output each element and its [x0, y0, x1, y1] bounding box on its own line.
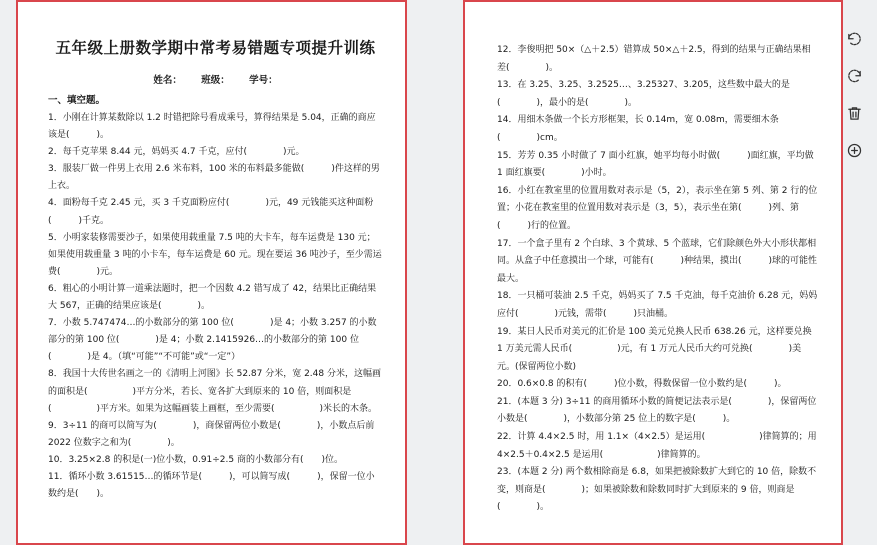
question-19: 19．某日人民币对美元的汇价是 100 美元兑换人民币 638.26 元，这样要兑换 1 万美元需人民币( )元，有 1 万元人民币大约可兑换( )美元。(保留两位小数): [497, 326, 812, 372]
rotate-right-button[interactable]: [843, 65, 866, 88]
class-label: 班级：: [201, 75, 230, 86]
student-info-line: [48, 72, 383, 86]
question-12: 12．李俊明把 50×（△＋2.5）错算成 50×△＋2.5，得到的结果与正确结果相差( )。: [497, 45, 811, 73]
question-20: 20．0.6×0.8 的积有( )位小数，得数保留一位小数约是( )。: [497, 379, 787, 390]
section-heading: 一、填空题。: [48, 95, 106, 106]
question-23: 23．(本题 2 分) 两个数相除商是 6.8，如果把被除数扩大到它的 10 倍，除数不变，则商是( )；如果被除数和除数同时扩大到原来的 9 倍，则商是( )。: [497, 467, 817, 513]
rotate-ccw-icon: [846, 31, 863, 48]
question-3: 3．服装厂做一件男上衣用 2.6 米布料，100 米的布料最多能做( )件这样的男上衣。: [48, 164, 380, 192]
question-22: 22．计算 4.4×2.5 时，用 1.1×（4×2.5）是运用( )律简算的；用 4×2.5＋0.4×2.5 是运用( )律简算的。: [497, 432, 817, 460]
trash-icon: [846, 105, 863, 122]
page-title: 五年级上册数学期中常考易错题专项提升训练: [55, 39, 376, 57]
question-4: 4．面粉每千克 2.45 元，买 3 千克面粉应付( )元，49 元钱能买这种面粉( )千克。: [48, 198, 374, 226]
question-13: 13．在 3.25、3.25、3.2525…、3.25327、3.205，这些数中最大的是( )，最小的是( )。: [497, 80, 790, 108]
question-16: 16．小红在教室里的位置用数对表示是（5，2），表示坐在第 5 列、第 2 行的位置；小花在教室里的位置用数对表示是（3，5），表示坐在第( )列、第( )行的位置。: [497, 185, 818, 231]
rotate-cw-icon: [846, 68, 863, 85]
question-14: 14．用细木条做一个长方形框架，长 0.14m，宽 0.08m，需要细木条( )cm。: [497, 115, 779, 143]
add-button[interactable]: [843, 139, 866, 162]
question-6: 6．粗心的小明计算一道乘法题时，把一个因数 4.2 错写成了 42，结果比正确结果大 567，正确的结果应该是( )。: [48, 283, 377, 312]
delete-button[interactable]: [843, 102, 866, 125]
rotate-left-button[interactable]: [843, 28, 866, 51]
question-18: 18．一只桶可装油 2.5 千克，妈妈买了 7.5 千克油，每千克油价 6.28 元，妈妈应付( )元钱，需带( )只油桶。: [497, 291, 818, 319]
question-8: 8．我国十大传世名画之一的《清明上河图》长 52.87 分米，宽 2.48 分米，这幅画的面积是( )平方分米，若长、宽各扩大到原来的 10 倍，则面积是( )平方米。如果为这幅画装上画框，至少需要( )米长的木条。: [48, 369, 381, 414]
plus-circle-icon: [846, 142, 863, 159]
name-label: 姓名：: [153, 75, 182, 86]
document-page-right[interactable]: [463, 0, 843, 545]
page-toolbar: [843, 28, 866, 176]
document-page-left[interactable]: [16, 0, 407, 545]
id-label: 学号：: [249, 75, 278, 86]
question-15: 15．芳芳 0.35 小时做了 7 面小红旗，她平均每小时做( )面红旗，平均做 1 面红旗要( )小时。: [497, 150, 814, 179]
question-11: 11．循环小数 3.61515…的循环节是( )，可以简写成( )，保留一位小数约是( )。: [48, 471, 375, 500]
question-7: 7．小数 5.747474…的小数部分的第 100 位( )是 4；小数 3.257 的小数部分的第 100 位( )是 4；小数 2.1415926…的小数部分的第 100 位( )是 4。（填“可能”“不可能”或“一定”）: [48, 318, 377, 363]
question-2: 2．每千克苹果 8.44 元，妈妈买 4.7 千克，应付( )元。: [48, 147, 305, 158]
question-17: 17．一个盒子里有 2 个白球、3 个黄球、5 个蓝球，它们除颜色外大小形状都相同。从盒子中任意摸出一个球，可能有( )种结果，摸出( )球的可能性最大。: [497, 238, 818, 284]
question-5: 5．小明家装修需要沙子，如果使用载重量 7.5 吨的大卡车，每车运费是 130 元；如果使用载重量 3 吨的小卡车，每车运费是 60 元。现在要运 36 吨沙子，至少需运费( )元。: [48, 232, 382, 277]
question-9: 9．3÷11 的商可以简写为( )，商保留两位小数是( )，小数点后前 2022 位数字之和为( )。: [48, 420, 375, 448]
question-10: 10．3.25×2.8 的积是(一)位小数，0.91÷2.5 商的小数部分有( )位。: [48, 454, 344, 465]
question-1: 1．小刚在计算某数除以 1.2 时错把除号看成乘号，算得结果是 5.04，正确的商应该是( )。: [48, 113, 376, 141]
question-21: 21．(本题 3 分) 3÷11 的商用循环小数的简便记法表示是( )，保留两位小数是( )，小数部分第 25 位上的数字是( )。: [497, 396, 817, 425]
